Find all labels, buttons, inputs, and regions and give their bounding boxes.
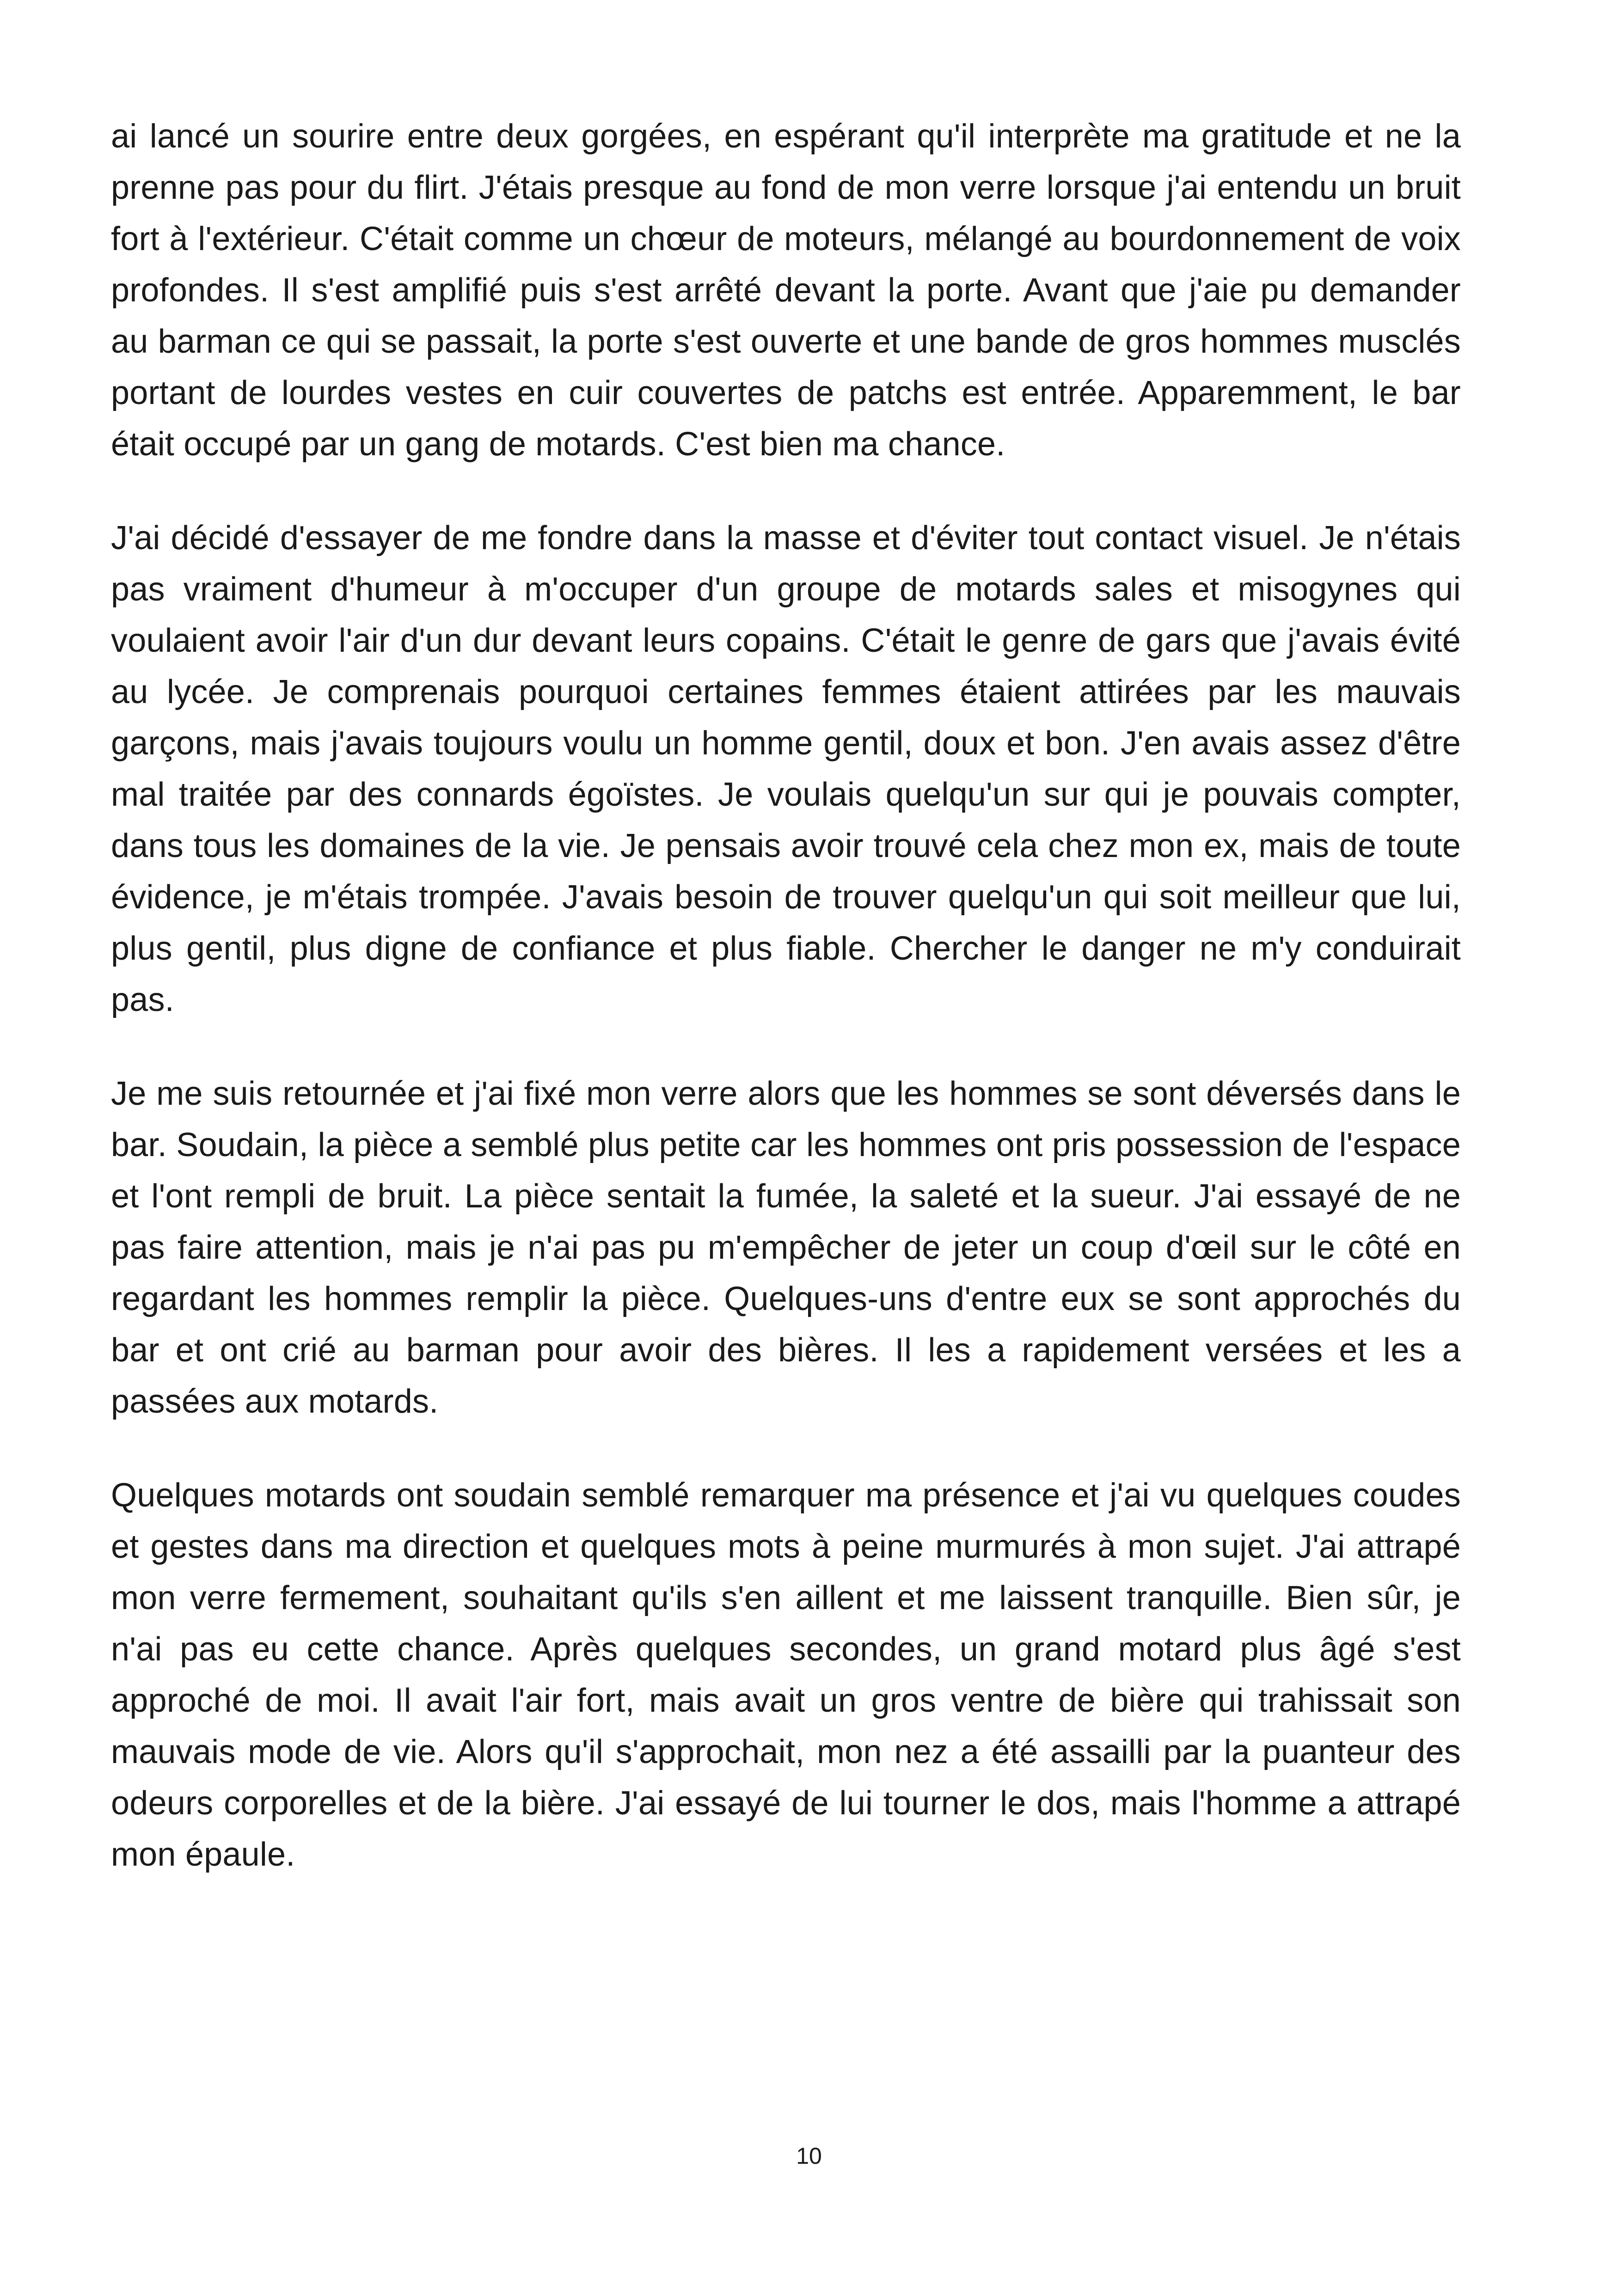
paragraph-1: ai lancé un sourire entre deux gorgées, en espérant qu'il interprète ma gratitude et ne la prenne pas pour du flirt. J'étais presque au fond de mon verre lorsque j'ai entendu un bruit fort à l'extérieur. C'était comme un chœur de moteurs, mélangé au bourdonnement de voix profondes. Il s'est amplifié puis s'est arrêté devant la porte. Avant que j'aie pu demander au barman ce qui se passait, la porte s'est ouverte et une bande de gros hommes musclés portant de lourdes vestes en cuir couvertes de patchs est entrée. Apparemment, le bar était occupé par un gang de motards. C'est bien ma chance.: [111, 118, 1461, 463]
page-body: [111, 111, 1461, 1923]
page-number: 10: [796, 2143, 822, 2169]
paragraph-2: J'ai décidé d'essayer de me fondre dans la masse et d'éviter tout contact visuel. Je n'étais pas vraiment d'humeur à m'occuper d'un groupe de motards sales et misogynes qui voulaient avoir l'air d'un dur devant leurs copains. C'était le genre de gars que j'avais évité au lycée. Je comprenais pourquoi certaines femmes étaient attirées par les mauvais garçons, mais j'avais toujours voulu un homme gentil, doux et bon. J'en avais assez d'être mal traitée par des connards égoïstes. Je voulais quelqu'un sur qui je pouvais compter, dans tous les domaines de la vie. Je pensais avoir trouvé cela chez mon ex, mais de toute évidence, je m'étais trompée. J'avais besoin de trouver quelqu'un qui soit meilleur que lui, plus gentil, plus digne de confiance et plus fiable. Chercher le danger ne m'y conduirait pas.: [111, 520, 1461, 1018]
paragraph-4: Quelques motards ont soudain semblé remarquer ma présence et j'ai vu quelques coudes et gestes dans ma direction et quelques mots à peine murmurés à mon sujet. J'ai attrapé mon verre fermement, souhaitant qu'ils s'en aillent et me laissent tranquille. Bien sûr, je n'ai pas eu cette chance. Après quelques secondes, un grand motard plus âgé s'est approché de moi. Il avait l'air fort, mais avait un gros ventre de bière qui trahissait son mauvais mode de vie. Alors qu'il s'approchait, mon nez a été assailli par la puanteur des odeurs corporelles et de la bière. J'ai essayé de lui tourner le dos, mais l'homme a attrapé mon épaule.: [111, 1477, 1461, 1873]
paragraph-3: Je me suis retournée et j'ai fixé mon verre alors que les hommes se sont déversés dans le bar. Soudain, la pièce a semblé plus petite car les hommes ont pris possession de l'espace et l'ont rempli de bruit. La pièce sentait la fumée, la saleté et la sueur. J'ai essayé de ne pas faire attention, mais je n'ai pas pu m'empêcher de jeter un coup d'œil sur le côté en regardant les hommes remplir la pièce. Quelques-uns d'entre eux se sont approchés du bar et ont crié au barman pour avoir des bières. Il les a rapidement versées et les a passées aux motards.: [111, 1075, 1461, 1420]
